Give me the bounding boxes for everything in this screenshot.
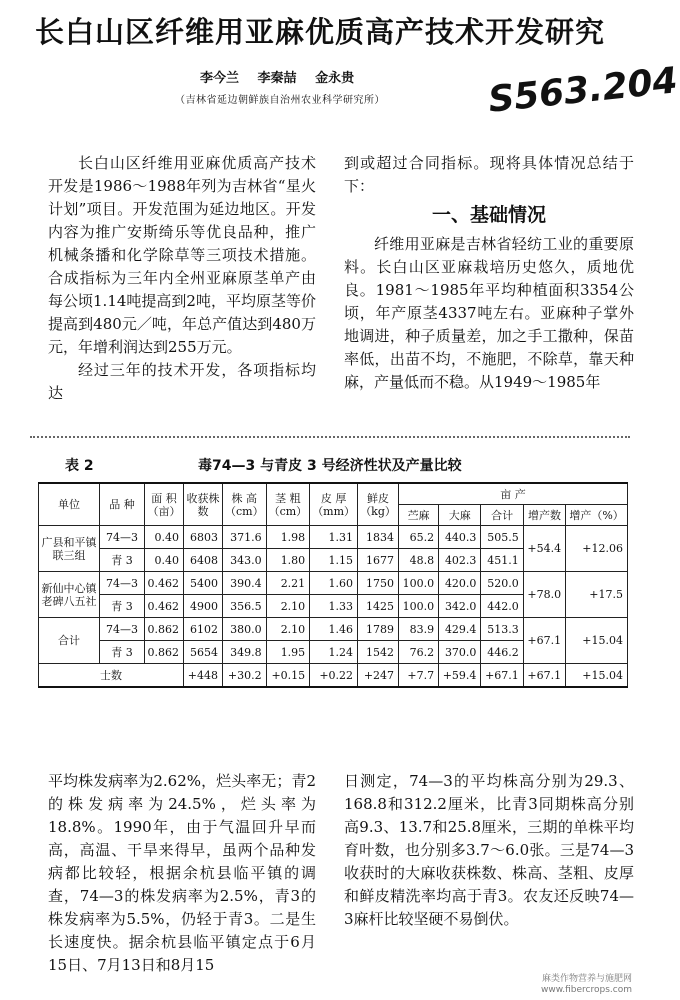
header-increase: 增产数 [523, 505, 565, 526]
cell-stem-dia: 2.21 [266, 572, 310, 595]
cell-stems: 6408 [184, 549, 223, 572]
cell-skin: 1.33 [310, 595, 358, 618]
cell-flax: 76.2 [399, 641, 439, 664]
cell-stem-dia: 2.10 [266, 618, 310, 641]
cell-fresh: 1677 [358, 549, 399, 572]
cell-hemp: 342.0 [439, 595, 481, 618]
cell-flax: 100.0 [399, 572, 439, 595]
cell-stems: 5654 [184, 641, 223, 664]
cell-variety: 青 3 [100, 641, 145, 664]
header-stem-dia: 茎 粗（cm） [266, 483, 310, 526]
cell-skin: +0.22 [310, 664, 358, 688]
cell-pct: +15.04 [566, 618, 628, 664]
cell-stem-dia: 2.10 [266, 595, 310, 618]
header-yield-group: 亩 产 [399, 483, 628, 505]
cell-hemp: 402.3 [439, 549, 481, 572]
cell-fresh: 1834 [358, 526, 399, 549]
paragraph: 纤维用亚麻是吉林省轻纺工业的重要原料。长白山区亚麻栽培历史悠久，质地优良。1981～1985年平均种植面积3354公顷，年产原茎4337吨左右。亚麻种子掌外地调进，种子质量差，加之手工撒种，保苗率低，出苗不均，不施肥，不除草，靠天种麻，产量低而不稳。从1949～1985年 [344, 235, 634, 391]
cell-variety: 74—3 [100, 618, 145, 641]
cell-stem-dia: 1.95 [266, 641, 310, 664]
cell-region: 合计 [39, 618, 100, 664]
cell-region: 新仙中心镇老碑八五社 [39, 572, 100, 618]
table-row [39, 618, 628, 641]
cell-stems: 4900 [184, 595, 223, 618]
table-title: 毒74—3 与青皮 3 号经济性状及产量比较 [198, 458, 462, 474]
header-pct: 增产（%） [566, 505, 628, 526]
cell-flax: 100.0 [399, 595, 439, 618]
cell-fresh: 1750 [358, 572, 399, 595]
handwritten-note: S563.204 [486, 60, 680, 121]
watermark-line: www.fibercrops.com [541, 985, 632, 995]
cell-hemp: 429.4 [439, 618, 481, 641]
cell-total: 513.3 [481, 618, 523, 641]
cell-pct: +15.04 [566, 664, 628, 688]
table-row [39, 526, 628, 549]
table-header-row [39, 483, 628, 505]
cell-increase: +78.0 [523, 572, 565, 618]
cell-stems: 6803 [184, 526, 223, 549]
cell-area: 0.40 [145, 549, 184, 572]
cell-fresh: +247 [358, 664, 399, 688]
cell-flax: +7.7 [399, 664, 439, 688]
cell-area: 0.40 [145, 526, 184, 549]
cell-total: 505.5 [481, 526, 523, 549]
cell-area: 0.862 [145, 618, 184, 641]
cell-pct: +17.5 [566, 572, 628, 618]
cell-skin: 1.24 [310, 641, 358, 664]
cell-increase: +54.4 [523, 526, 565, 572]
author-name: 李秦喆 [257, 71, 297, 86]
cell-area: 0.462 [145, 595, 184, 618]
body-column-right-top [344, 152, 634, 394]
article-title: 长白山区纤维用亚麻优质高产技术开发研究 [34, 15, 605, 49]
body-column-right-bottom [344, 770, 634, 931]
author-name: 李今兰 [200, 71, 240, 86]
cell-area: 0.462 [145, 572, 184, 595]
cell-hemp: 420.0 [439, 572, 481, 595]
cell-diff-label: 士数 [39, 664, 184, 688]
header-stems: 收获株数 [184, 483, 223, 526]
cell-hemp: +59.4 [439, 664, 481, 688]
paragraph: 日测定，74—3的平均株高分别为29.3、168.8和312.2厘米，比青3同期株高分别高9.3、13.7和25.8厘米，三期的单株平均育叶数，也分别多3.7～6.0张。三是74—3收获时的大麻收获株数、株高、茎粗、皮厚和鲜皮精洗率均高于青3。农友还反映74—3麻杆比较坚硬不易倒伏。 [344, 772, 634, 928]
cell-skin: 1.15 [310, 549, 358, 572]
cell-fresh: 1425 [358, 595, 399, 618]
table-label: 表 2 [65, 458, 94, 474]
cell-pct: +12.06 [566, 526, 628, 572]
cell-hemp: 440.3 [439, 526, 481, 549]
paragraph: 到或超过合同指标。现将具体情况总结于下： [344, 154, 634, 195]
cell-skin: 1.31 [310, 526, 358, 549]
cell-flax: 48.8 [399, 549, 439, 572]
paragraph: 经过三年的技术开发，各项指标均达 [48, 361, 316, 402]
table-caption [65, 455, 625, 477]
cell-height: 356.5 [223, 595, 267, 618]
cell-total: +67.1 [481, 664, 523, 688]
cell-hemp: 370.0 [439, 641, 481, 664]
section-heading: 一、基础情况 [431, 204, 546, 226]
paragraph: 平均株发病率为2.62%，烂头率无；青2的株发病率为24.5%，烂头率为18.8%。1990年，由于气温回升早而高，高温、干旱来得早，虽两个品种发病都比较轻，根据余杭县临平镇的调查，74—3的株发病率为2.5%，青3的株发病率为5.5%，仍轻于青3。二是生长速度快。据余杭县临平镇定点于6月15日、7月13日和8月15 [48, 772, 316, 974]
divider [30, 436, 630, 442]
cell-fresh: 1789 [358, 618, 399, 641]
cell-height: +30.2 [223, 664, 267, 688]
cell-stems: 6102 [184, 618, 223, 641]
cell-skin: 1.46 [310, 618, 358, 641]
cell-height: 390.4 [223, 572, 267, 595]
watermark [541, 974, 632, 996]
header-total: 合计 [481, 505, 523, 526]
header-area: 面 积（亩） [145, 483, 184, 526]
table-row [39, 572, 628, 595]
cell-variety: 青 3 [100, 549, 145, 572]
cell-stem-dia: 1.80 [266, 549, 310, 572]
cell-stems: +448 [184, 664, 223, 688]
header-hemp: 大麻 [439, 505, 481, 526]
cell-fresh: 1542 [358, 641, 399, 664]
header-flax: 苎麻 [399, 505, 439, 526]
cell-height: 343.0 [223, 549, 267, 572]
cell-variety: 74—3 [100, 526, 145, 549]
cell-total: 442.0 [481, 595, 523, 618]
cell-region: 广县和平镇联三组 [39, 526, 100, 572]
cell-total: 451.1 [481, 549, 523, 572]
header-region: 单位 [39, 483, 100, 526]
cell-increase: +67.1 [523, 664, 565, 688]
cell-height: 380.0 [223, 618, 267, 641]
cell-variety: 青 3 [100, 595, 145, 618]
body-column-left-bottom [48, 770, 316, 977]
watermark-line: 麻类作物营养与施肥网 [541, 974, 632, 984]
cell-skin: 1.60 [310, 572, 358, 595]
cell-total: 520.0 [481, 572, 523, 595]
body-column-left-top [48, 152, 316, 405]
cell-height: 349.8 [223, 641, 267, 664]
cell-flax: 65.2 [399, 526, 439, 549]
cell-area: 0.862 [145, 641, 184, 664]
cell-total: 446.2 [481, 641, 523, 664]
header-variety: 品 种 [100, 483, 145, 526]
cell-flax: 83.9 [399, 618, 439, 641]
header-skin: 皮 厚（mm） [310, 483, 358, 526]
cell-stems: 5400 [184, 572, 223, 595]
table-row-difference [39, 664, 628, 688]
cell-height: 371.6 [223, 526, 267, 549]
affiliation: （吉林省延边朝鲜族自治州农业科学研究所） [175, 95, 385, 106]
header-fresh: 鲜皮（kg） [358, 483, 399, 526]
header-height: 株 高（cm） [223, 483, 267, 526]
cell-stem-dia: 1.98 [266, 526, 310, 549]
author-list [200, 67, 368, 86]
paragraph: 长白山区纤维用亚麻优质高产技术开发是1986～1988年列为吉林省“星火计划”项目。开发范围为延边地区。开发内容为推广安斯绮乐等优良品种，推广机械条播和化学除草等三项技术措施。合成指标为三年内全州亚麻原茎单产由每公顷1.14吨提高到2吨，平均原茎等价提高到480元／吨，年总产值达到480万元，年增利润达到255万元。 [48, 154, 316, 356]
cell-variety: 74—3 [100, 572, 145, 595]
comparison-table [38, 482, 628, 688]
cell-stem-dia: +0.15 [266, 664, 310, 688]
cell-increase: +67.1 [523, 618, 565, 664]
author-name: 金永贵 [315, 71, 355, 86]
